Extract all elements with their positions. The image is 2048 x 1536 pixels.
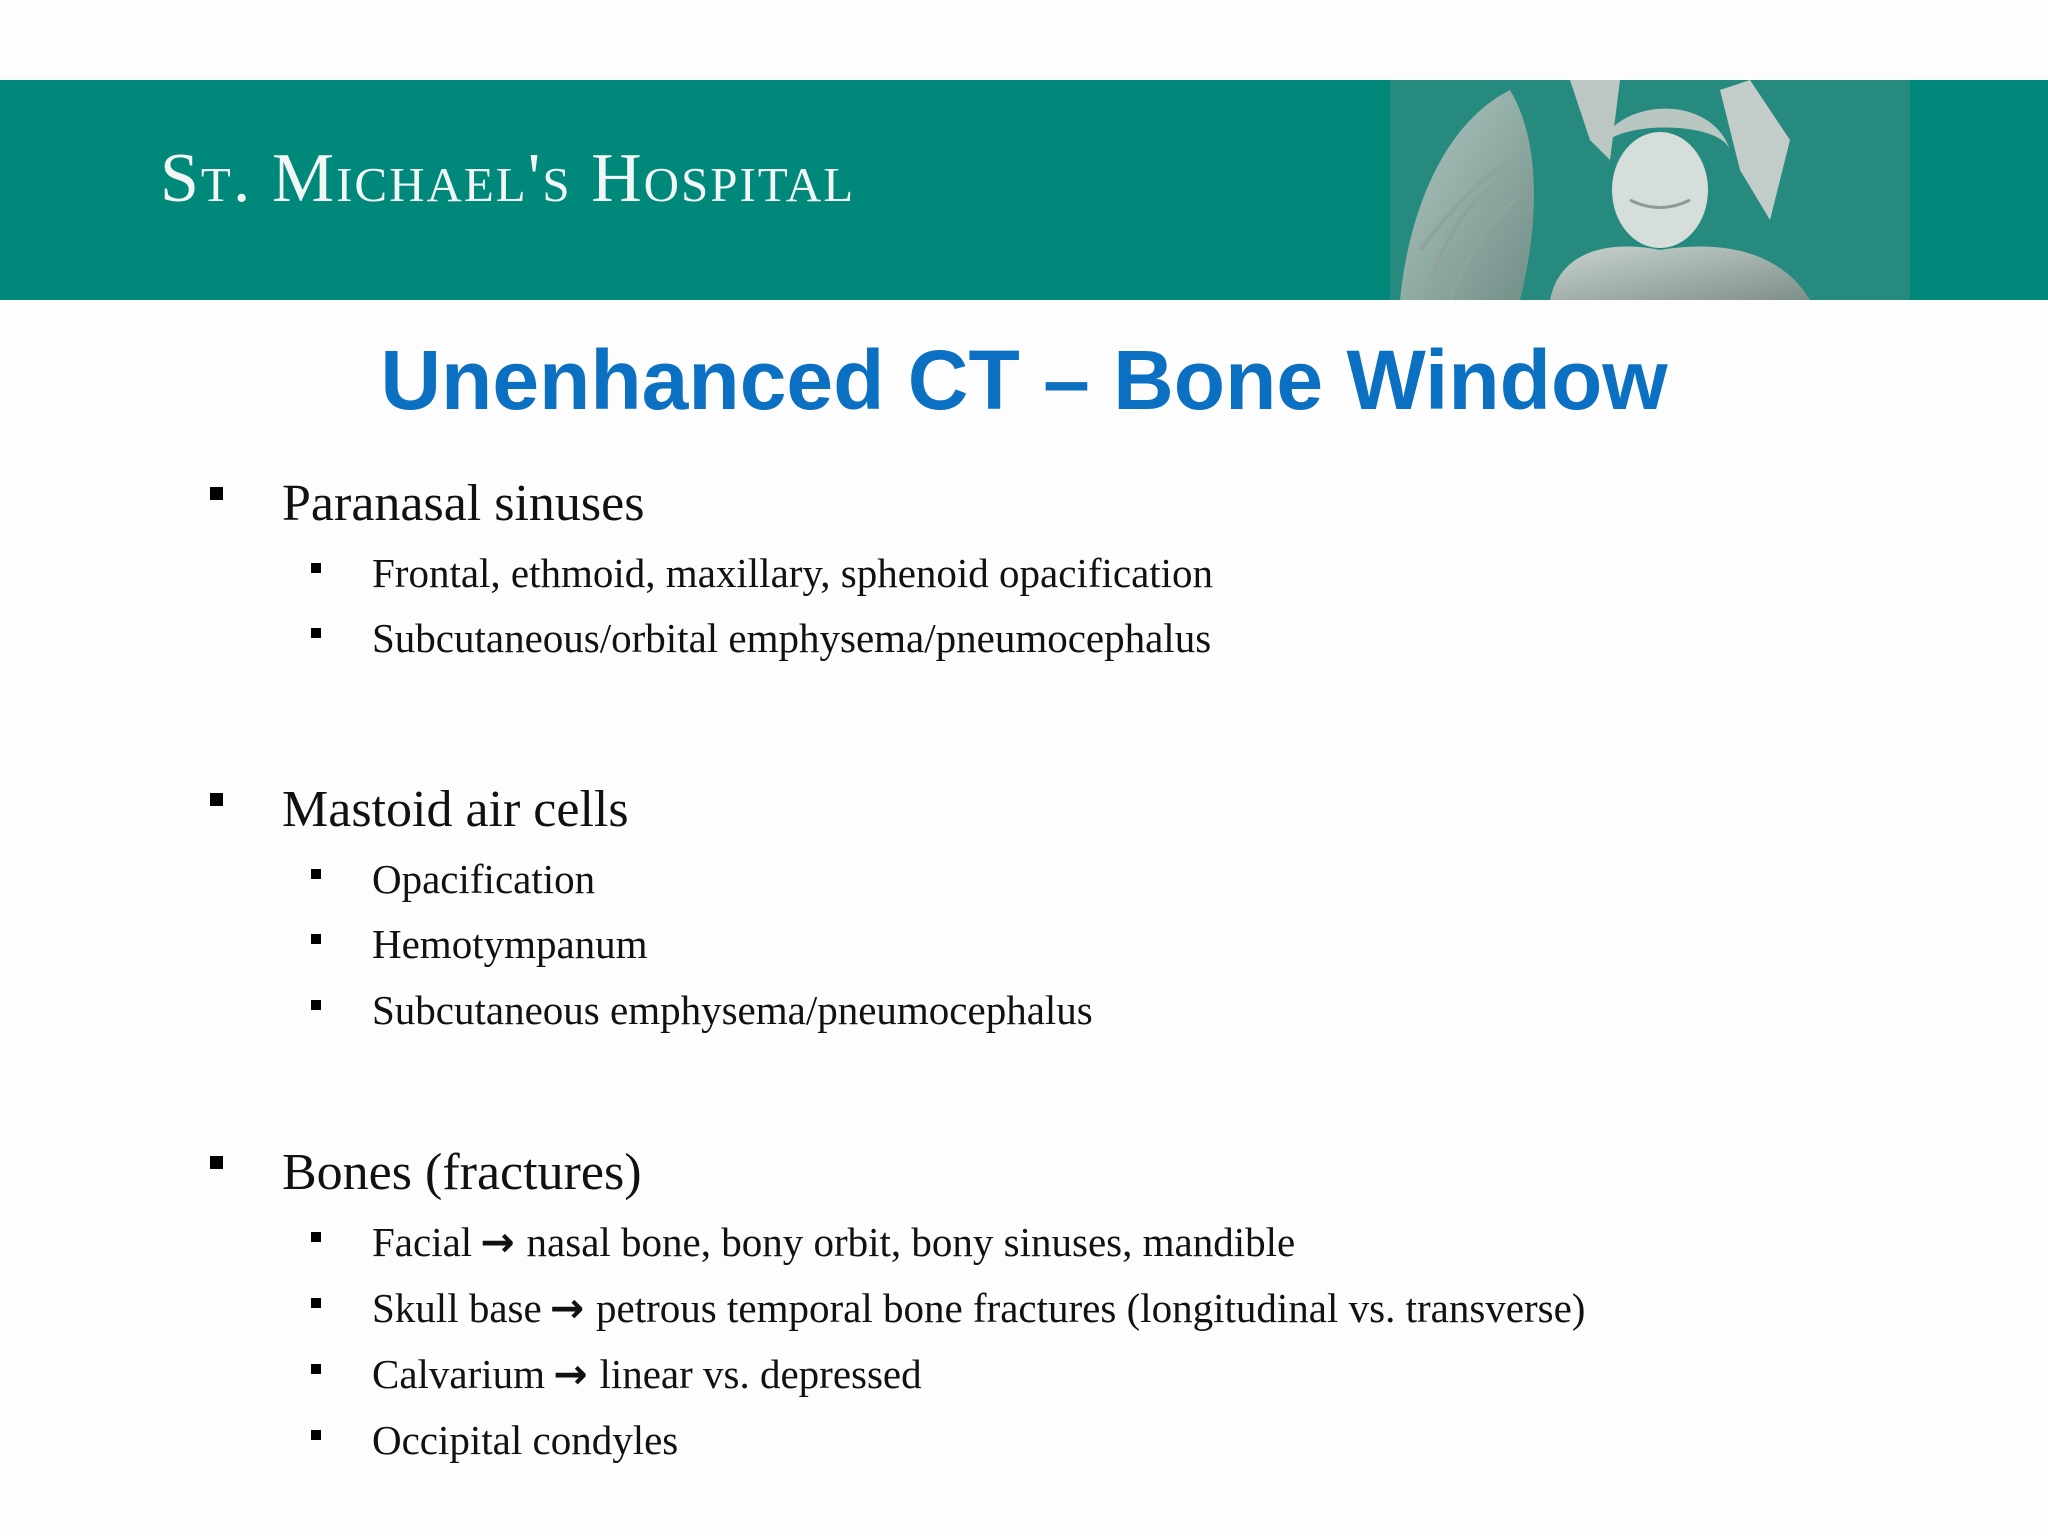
item-detail: linear vs. depressed xyxy=(599,1351,922,1397)
bullet-marker xyxy=(311,1364,321,1374)
arrow-right-icon: → xyxy=(549,1284,585,1332)
item-detail: petrous temporal bone fractures (longitudinal vs. transverse) xyxy=(596,1285,1586,1331)
list-item xyxy=(372,1350,922,1398)
bullet-marker xyxy=(311,563,321,573)
list-item: Frontal, ethmoid, maxillary, sphenoid opacification xyxy=(372,550,1214,596)
hospital-name: St. Michael's Hospital xyxy=(160,140,856,217)
section-heading-bones: Bones (fractures) xyxy=(282,1144,642,1201)
list-item: Hemotympanum xyxy=(372,921,648,967)
item-label: Facial xyxy=(372,1219,473,1265)
section-heading-mastoid: Mastoid air cells xyxy=(282,781,629,838)
arrow-right-icon: → xyxy=(553,1350,588,1398)
bullet-marker xyxy=(311,1000,321,1010)
list-item xyxy=(372,1284,1586,1332)
list-item: Opacification xyxy=(372,856,596,902)
bullet-marker xyxy=(311,1298,321,1308)
item-label: Calvarium xyxy=(372,1351,546,1397)
item-detail: nasal bone, bony orbit, bony sinuses, mandible xyxy=(526,1219,1296,1265)
bullet-marker xyxy=(311,1430,321,1440)
bullet-marker xyxy=(210,793,223,806)
list-item xyxy=(372,1218,1296,1266)
list-item: Subcutaneous/orbital emphysema/pneumocephalus xyxy=(372,615,1212,661)
slide-title: Unenhanced CT – Bone Window xyxy=(380,333,1668,427)
bullet-marker xyxy=(311,934,321,944)
bullet-marker xyxy=(311,628,321,638)
item-label: Skull base xyxy=(372,1285,542,1331)
arrow-right-icon: → xyxy=(480,1218,515,1266)
section-heading-paranasal: Paranasal sinuses xyxy=(282,475,645,532)
list-item: Occipital condyles xyxy=(372,1417,679,1463)
bullet-marker xyxy=(210,487,223,500)
list-item: Subcutaneous emphysema/pneumocephalus xyxy=(372,987,1093,1033)
bullet-marker xyxy=(311,869,321,879)
bullet-marker xyxy=(210,1156,223,1169)
bullet-marker xyxy=(311,1232,321,1242)
